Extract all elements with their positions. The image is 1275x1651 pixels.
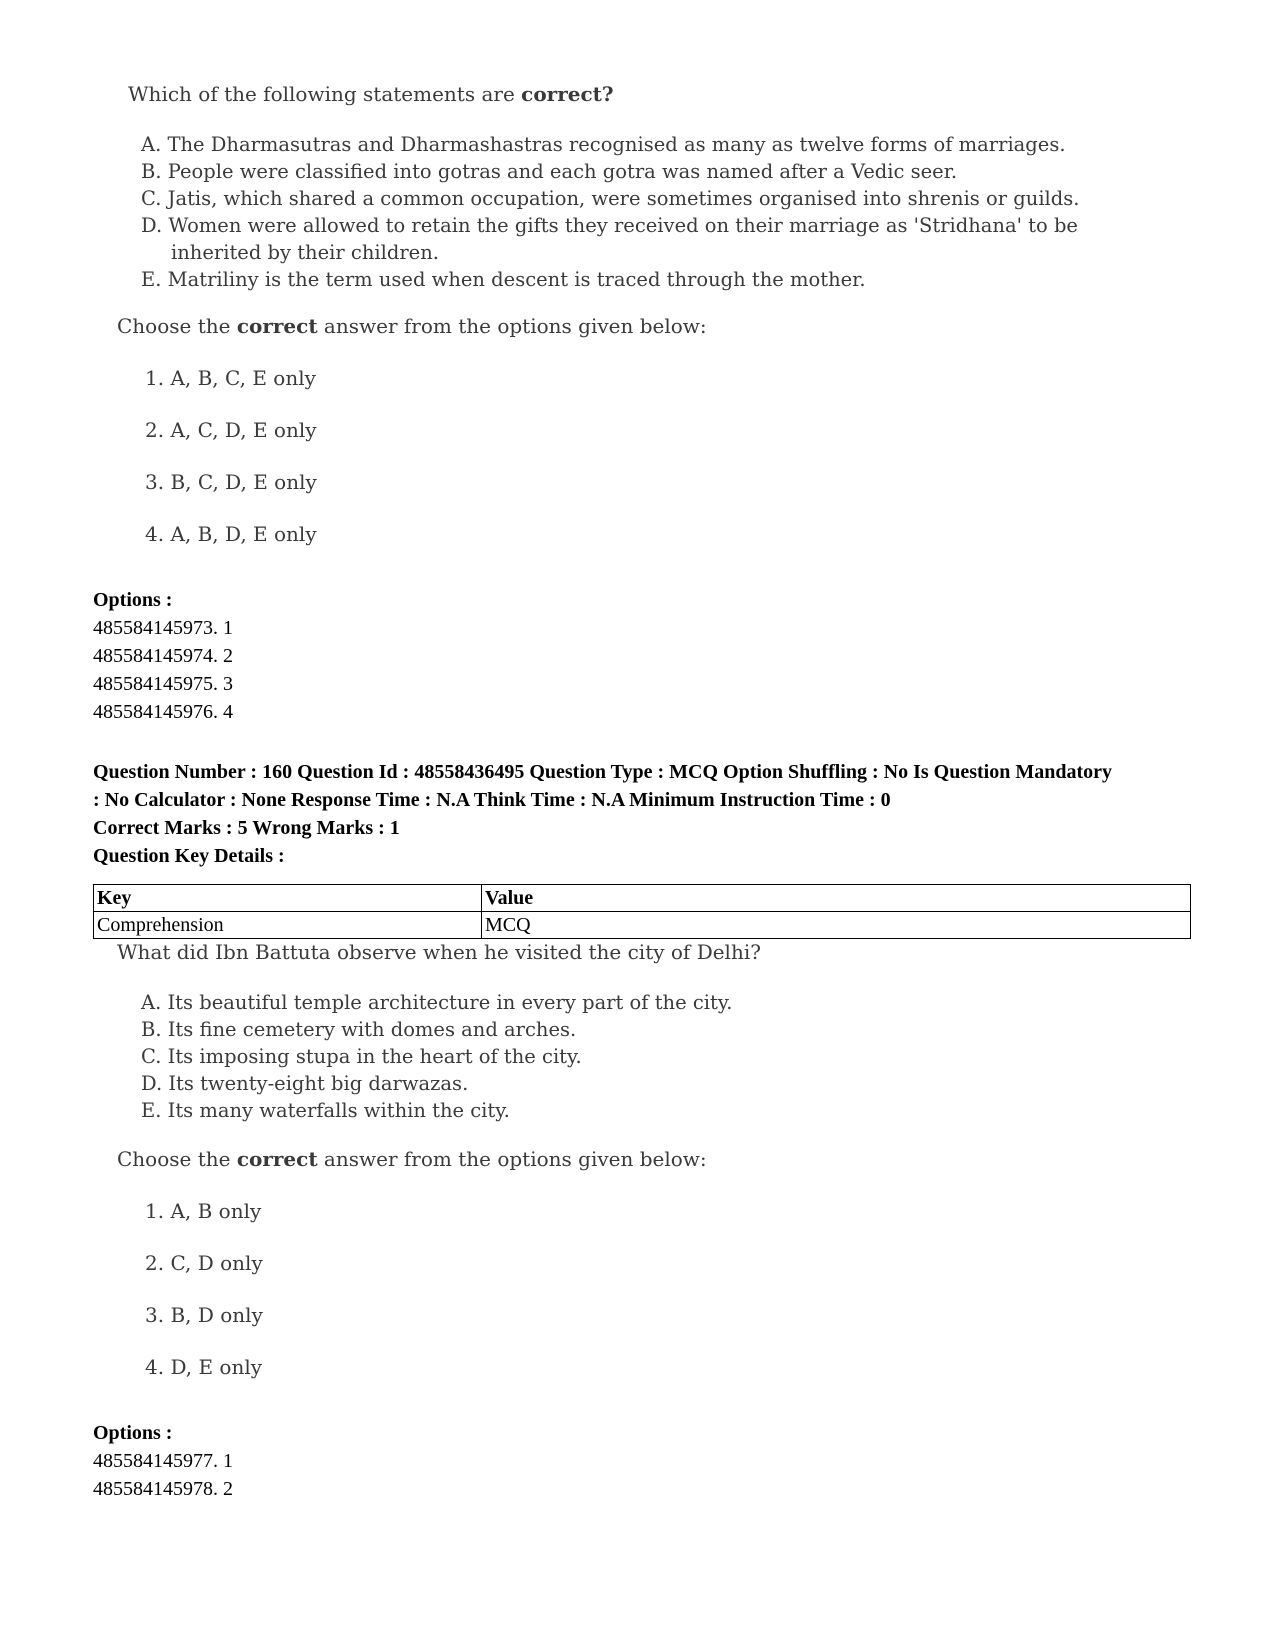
option-item: 485584145973. 1 xyxy=(93,617,233,639)
statement-e: E. Matriliny is the term used when descent is traced through the mother. xyxy=(141,268,866,291)
statement-list xyxy=(141,131,1156,293)
statement-b: B. People were classified into gotras and each gotra was named after a Vedic seer. xyxy=(141,160,958,183)
question-header: Question Number : 160 Question Id : 48558436495 Question Type : MCQ Option Shuffling : No Is Question Mandatory : No Calculator : None Response Time : N.A Think Time : N.A Minimum Instruction Time : 0 Correct Marks : 5 Wrong Marks : 1 Question Key Details : xyxy=(93,758,1193,870)
option-item: 485584145978. 2 xyxy=(93,1478,233,1500)
question-160-stem: What did Ibn Battuta observe when he visited the city of Delhi? xyxy=(117,940,761,964)
question-159-image xyxy=(128,82,1168,106)
table-header-key: Key xyxy=(94,885,482,912)
answer-choice-1: 1. A, B only xyxy=(145,1199,262,1223)
option-item: 485584145977. 1 xyxy=(93,1450,233,1472)
answer-choice-3: 3. B, D only xyxy=(145,1303,263,1327)
answer-choice-3: 3. B, C, D, E only xyxy=(145,470,317,494)
options-block xyxy=(93,1419,233,1503)
statement-list xyxy=(141,989,1141,1124)
answer-choice-4: 4. D, E only xyxy=(145,1355,263,1379)
table-header-value: Value xyxy=(482,885,1191,912)
answer-choice-1: 1. A, B, C, E only xyxy=(145,366,316,390)
options-label: Options : xyxy=(93,589,173,611)
option-item: 485584145974. 2 xyxy=(93,645,233,667)
answer-choice-2: 2. C, D only xyxy=(145,1251,263,1275)
question-key-table xyxy=(93,884,1191,939)
options-label: Options : xyxy=(93,1422,173,1444)
choose-instruction: Choose the correct answer from the options given below: xyxy=(117,314,707,338)
option-item: 485584145976. 4 xyxy=(93,701,233,723)
answer-choice-2: 2. A, C, D, E only xyxy=(145,418,317,442)
key-details-label: Question Key Details : xyxy=(93,845,285,867)
table-cell-value: MCQ xyxy=(482,912,1191,939)
table-header-row xyxy=(94,885,1191,912)
statement-c: C. Its imposing stupa in the heart of the city. xyxy=(141,1045,582,1068)
question-stem: Which of the following statements are correct? xyxy=(128,82,614,106)
statement-a: A. Its beautiful temple architecture in every part of the city. xyxy=(141,991,733,1014)
table-cell-key: Comprehension xyxy=(94,912,482,939)
options-block xyxy=(93,586,233,726)
statement-b: B. Its fine cemetery with domes and arches. xyxy=(141,1018,577,1041)
answer-choice-4: 4. A, B, D, E only xyxy=(145,522,317,546)
option-item: 485584145975. 3 xyxy=(93,673,233,695)
choose-instruction: Choose the correct answer from the options given below: xyxy=(117,1147,707,1171)
statement-d: D. Its twenty-eight big darwazas. xyxy=(141,1072,469,1095)
table-row xyxy=(94,912,1191,939)
statement-a: A. The Dharmasutras and Dharmashastras recognised as many as twelve forms of marriages. xyxy=(141,133,1066,156)
statement-d: D. Women were allowed to retain the gifts they received on their marriage as 'Stridhana' to be inherited by their children. xyxy=(141,214,1078,264)
statement-e: E. Its many waterfalls within the city. xyxy=(141,1099,510,1122)
statement-c: C. Jatis, which shared a common occupation, were sometimes organised into shrenis or guilds. xyxy=(141,187,1080,210)
marks-line: Correct Marks : 5 Wrong Marks : 1 xyxy=(93,817,400,839)
